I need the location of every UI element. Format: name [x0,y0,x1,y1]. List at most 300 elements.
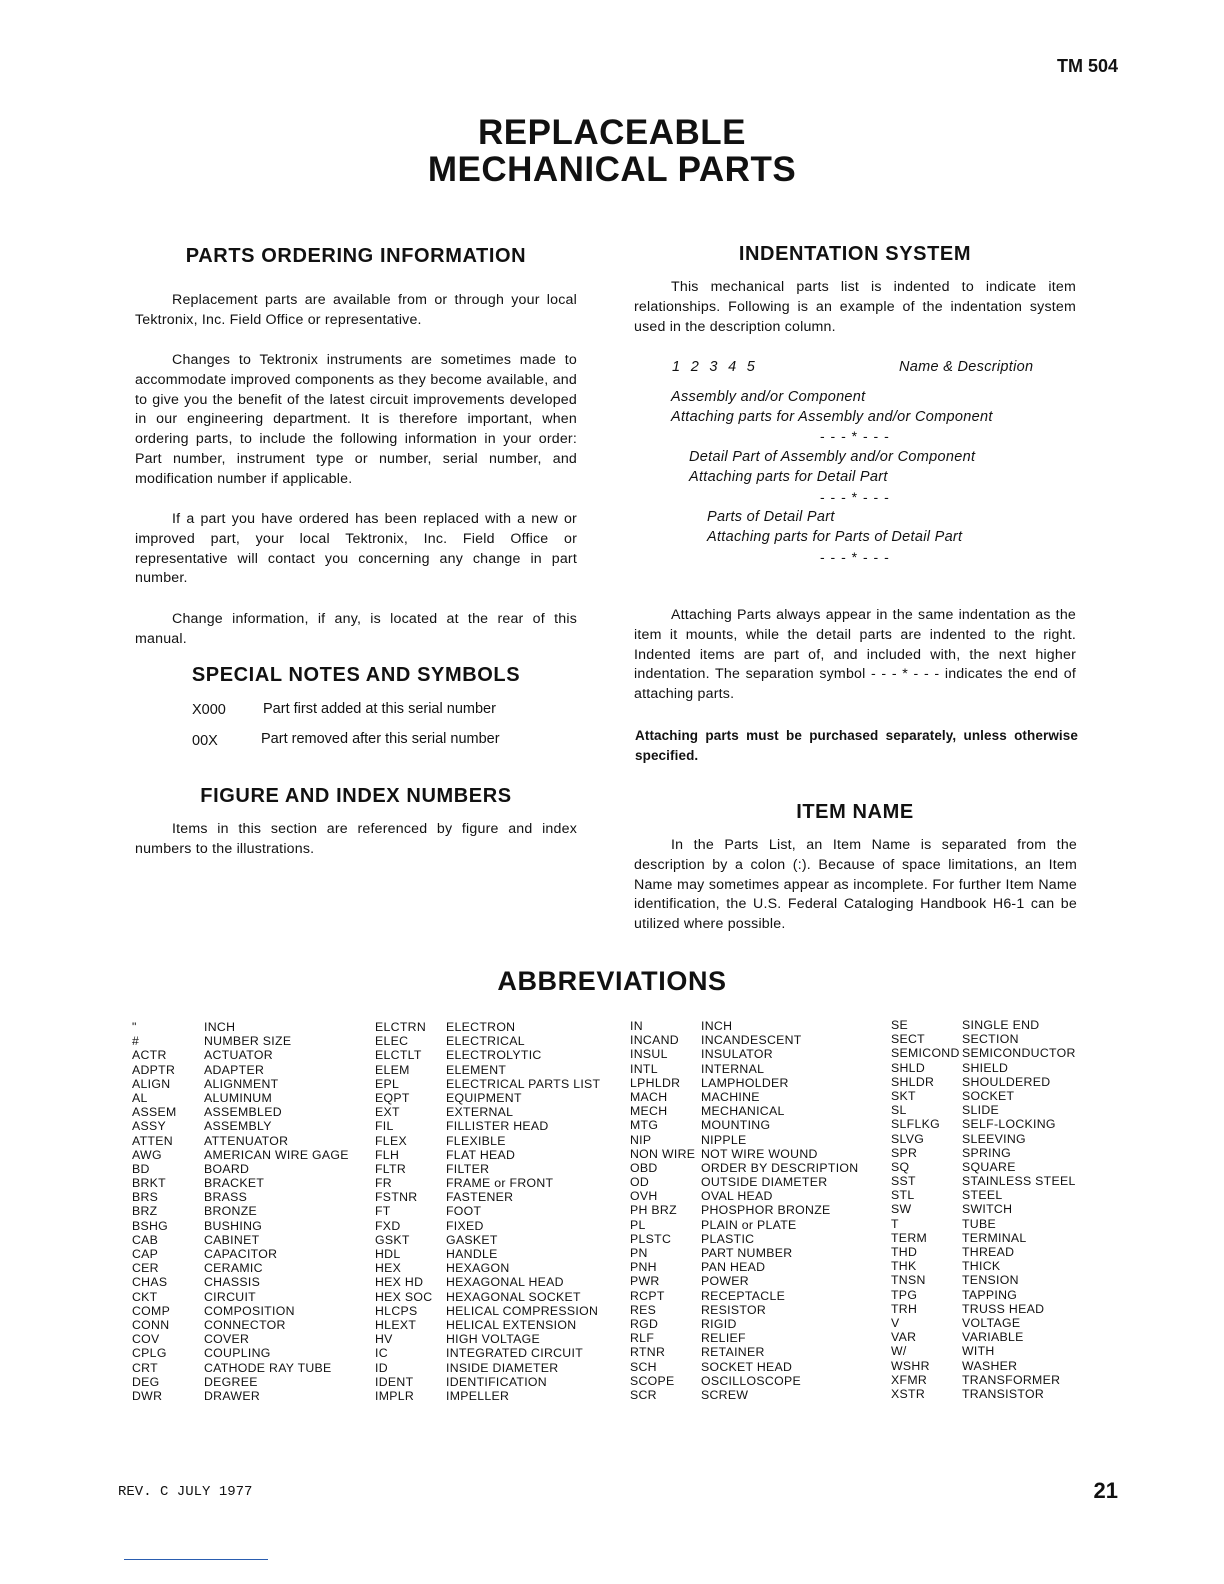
abbreviation-meaning: HEXAGONAL HEAD [446,1275,564,1290]
abbreviation-row [132,1361,349,1375]
abbreviation-meaning: CATHODE RAY TUBE [204,1360,332,1375]
abbreviation-row [132,1247,349,1261]
abbreviation-row [375,1304,600,1318]
abbreviation-row [630,1203,858,1217]
abbreviation-meaning: SHOULDERED [962,1074,1051,1089]
abbreviation-row [132,1275,349,1289]
abbreviation-row [132,1346,349,1360]
abbreviation-row [891,1188,1076,1202]
abbreviation-row [891,1132,1076,1146]
indentation-paragraph-2: Attaching Parts always appear in the same indentation as the item it mounts, while the detail parts are indented to the right. Indented items are part of, and included with, the next higher indentation. The separation symbol - - - * - - - indicates the end of attaching parts. [634,607,1076,703]
abbreviation-row [375,1247,600,1261]
abbreviation-code: PL [630,1217,646,1232]
abbreviation-code: SE [891,1018,909,1032]
abbreviation-row [132,1261,349,1275]
abbreviation-code: SL [891,1103,907,1118]
abbreviation-meaning: ELECTRICAL [446,1034,525,1049]
abbreviation-code: ELCTLT [375,1048,422,1063]
abbreviation-row [630,1104,858,1118]
abbreviation-code: COMP [132,1303,171,1318]
abbreviation-code: TPG [891,1287,918,1302]
indent-example-level-1: Assembly and/or Component [671,389,866,405]
abbreviation-meaning: FILLISTER HEAD [446,1119,549,1134]
abbreviation-meaning: TAPPING [962,1287,1018,1302]
page-title-line-1: REPLACEABLE [477,113,747,152]
abbreviation-row [630,1388,858,1402]
abbreviation-row [132,1318,349,1332]
abbreviation-code: INSUL [630,1047,668,1062]
abbreviation-meaning: FRAME or FRONT [446,1176,554,1191]
abbreviation-meaning: NOT WIRE WOUND [701,1146,818,1161]
abbreviation-row [630,1360,858,1374]
abbreviation-row [132,1020,349,1034]
abbreviation-code: ADPTR [132,1062,176,1077]
page-number: 21 [1093,1478,1118,1503]
abbreviation-code: THK [891,1259,917,1274]
abbreviation-code: BRKT [132,1176,166,1191]
abbreviation-row [375,1148,600,1162]
abbreviation-meaning: RECEPTACLE [701,1288,786,1303]
abbreviation-meaning: BRONZE [204,1204,258,1219]
abbreviation-meaning: SELF-LOCKING [962,1117,1056,1132]
abbreviation-meaning: INCH [701,1019,733,1033]
abbreviation-meaning: BUSHING [204,1218,263,1233]
abbreviation-code: THD [891,1245,918,1259]
abbreviation-meaning: COVER [204,1332,250,1347]
abbreviation-row [132,1162,349,1176]
abbreviation-code: # [132,1034,140,1049]
abbreviation-code: HLEXT [375,1317,417,1332]
abbreviation-meaning: ADAPTER [204,1062,265,1077]
abbreviation-code: FLH [375,1147,400,1162]
abbreviation-meaning: SQUARE [962,1159,1016,1174]
symbol-code: X000 [192,702,226,718]
abbreviation-row [630,1260,858,1274]
abbreviation-code: SLVG [891,1131,925,1146]
abbreviation-code: NON WIRE [630,1146,696,1161]
abbreviation-code: SCOPE [630,1373,675,1388]
abbreviation-row [630,1161,858,1175]
abbreviation-row [891,1018,1076,1032]
abbreviation-meaning: OUTSIDE DIAMETER [701,1175,828,1190]
abbreviation-code: ACTR [132,1048,167,1063]
abbreviation-meaning: TUBE [962,1216,996,1231]
abbreviation-column-2 [375,1020,600,1403]
abbreviation-code: RGD [630,1316,659,1331]
abbreviation-code: INCAND [630,1033,679,1048]
abbreviation-code: BRS [132,1190,159,1205]
abbreviation-meaning: FLAT HEAD [446,1147,516,1162]
abbreviation-code: CRT [132,1360,158,1375]
abbreviation-meaning: PLAIN or PLATE [701,1217,797,1232]
abbreviation-code: MECH [630,1104,668,1119]
abbreviation-meaning: PAN HEAD [701,1260,766,1275]
abbreviation-row [375,1219,600,1233]
abbreviation-meaning: HELICAL EXTENSION [446,1317,577,1332]
abbreviation-column-4 [891,1018,1076,1401]
abbreviation-row [375,1105,600,1119]
abbreviation-meaning: ELECTROLYTIC [446,1048,542,1063]
ordering-paragraph-2: Changes to Tektronix instruments are sometimes made to accommodate improved components as they become available, and to give you the benefit of the latest circuit improvements developed in our engineering department. It is therefore important, when ordering parts, to include the following information in your order: Part number, instrument type or number, serial number, and modification number if applicable. [135,352,577,487]
abbreviation-code: PN [630,1246,648,1260]
abbreviation-code: DEG [132,1374,160,1389]
abbreviation-row [132,1148,349,1162]
abbreviation-code: CER [132,1261,159,1276]
abbreviation-code: MTG [630,1118,659,1133]
abbreviation-row [375,1034,600,1048]
abbreviation-meaning: HEXAGONAL SOCKET [446,1289,581,1304]
ordering-paragraph-4: Change information, if any, is located at the rear of this manual. [135,611,577,647]
abbreviation-meaning: CABINET [204,1232,260,1247]
abbreviation-code: LPHLDR [630,1075,681,1090]
abbreviation-row [891,1032,1076,1046]
abbreviation-row [891,1160,1076,1174]
abbreviation-row [891,1330,1076,1344]
abbreviation-meaning: SLIDE [962,1103,1000,1118]
abbreviation-meaning: ACTUATOR [204,1048,273,1063]
abbreviation-meaning: RELIEF [701,1331,746,1346]
abbreviation-row [375,1020,600,1034]
abbreviation-meaning: HELICAL COMPRESSION [446,1303,599,1318]
abbreviation-meaning: WASHER [962,1358,1018,1373]
abbreviation-code: SEMICOND [891,1046,960,1061]
abbreviation-meaning: DEGREE [204,1374,258,1389]
abbreviation-row [630,1019,858,1033]
abbreviation-row [375,1233,600,1247]
model-number: TM 504 [1056,56,1118,76]
abbreviation-meaning: SOCKET [962,1088,1015,1103]
abbreviation-meaning: HANDLE [446,1247,498,1261]
abbreviation-meaning: SWITCH [962,1202,1013,1217]
abbreviation-meaning: SEMICONDUCTOR [962,1046,1076,1061]
abbreviation-row [132,1204,349,1218]
abbreviation-row [630,1218,858,1232]
abbreviation-column-1 [132,1020,349,1403]
attaching-parts-note: Attaching parts must be purchased separately, unless otherwise specified. [635,728,1078,763]
abbreviation-row [891,1259,1076,1273]
abbreviation-row [891,1302,1076,1316]
abbreviation-meaning: IDENTIFICATION [446,1374,547,1389]
abbreviation-meaning: SINGLE END [962,1018,1040,1032]
abbreviation-code: SPR [891,1145,918,1160]
abbreviation-row [132,1304,349,1318]
abbreviation-code: RCPT [630,1288,665,1303]
abbreviation-code: FT [375,1204,391,1219]
abbreviation-meaning: MACHINE [701,1089,760,1104]
abbreviation-meaning: ELECTRICAL PARTS LIST [446,1076,601,1091]
abbreviation-code: RTNR [630,1345,666,1360]
abbreviation-code: WSHR [891,1358,930,1373]
abbreviation-code: CPLG [132,1346,167,1361]
symbol-description: Part first added at this serial number [263,701,496,717]
abbreviation-code: SHLDR [891,1074,935,1089]
abbreviation-code: MACH [630,1089,668,1104]
abbreviation-code: SHLD [891,1060,926,1075]
abbreviation-row [891,1046,1076,1060]
abbreviation-code: OVH [630,1189,658,1204]
abbreviation-meaning: EQUIPMENT [446,1090,522,1105]
abbreviation-code: HDL [375,1247,401,1261]
abbreviation-meaning: INCH [204,1020,236,1034]
abbreviation-meaning: BOARD [204,1161,250,1176]
abbreviation-row [375,1332,600,1346]
abbreviation-meaning: DRAWER [204,1388,260,1403]
abbreviation-meaning: IMPELLER [446,1388,510,1403]
abbreviation-code: XFMR [891,1372,928,1387]
abbreviation-meaning: SCREW [701,1387,749,1402]
abbreviation-code: EXT [375,1105,400,1120]
abbreviation-row [132,1063,349,1077]
abbreviation-meaning: TRANSFORMER [962,1372,1061,1387]
abbreviation-meaning: HIGH VOLTAGE [446,1332,541,1347]
abbreviation-code: SLFLKG [891,1117,940,1132]
abbreviation-row [630,1062,858,1076]
abbreviation-row [375,1346,600,1360]
revision-date: REV. C JULY 1977 [118,1484,253,1500]
abbreviation-code: ELEM [375,1062,410,1077]
abbreviation-meaning: ALUMINUM [204,1090,272,1105]
abbreviation-code: XSTR [891,1386,925,1401]
abbreviation-meaning: TRUSS HEAD [962,1301,1045,1316]
abbreviation-row [132,1389,349,1403]
abbreviation-meaning: ASSEMBLY [204,1119,272,1134]
abbreviation-row [630,1317,858,1331]
abbreviation-row [132,1119,349,1133]
abbreviation-row [630,1289,858,1303]
abbreviation-meaning: ELECTRON [446,1020,516,1034]
abbreviation-code: SQ [891,1159,910,1174]
abbreviation-row [891,1359,1076,1373]
abbreviation-code: PLSTC [630,1231,672,1246]
abbreviation-row [630,1047,858,1061]
abbreviation-row [630,1274,858,1288]
abbreviation-code: TRH [891,1301,918,1316]
abbreviation-code: PH BRZ [630,1203,677,1218]
abbreviation-code: ELEC [375,1034,409,1049]
indent-example-level-3-attaching: Attaching parts for Parts of Detail Part [707,529,963,545]
abbreviation-row [630,1374,858,1388]
abbreviation-code: HEX SOC [375,1289,433,1304]
abbreviation-row [891,1089,1076,1103]
abbreviation-row [375,1361,600,1375]
abbreviation-row [630,1033,858,1047]
abbreviation-meaning: RESISTOR [701,1302,767,1317]
abbreviation-code: NIP [630,1132,652,1147]
abbreviation-code: HEX HD [375,1275,424,1290]
abbreviation-row [375,1176,600,1190]
abbreviation-meaning: SOCKET HEAD [701,1359,793,1374]
abbreviation-meaning: HEXAGON [446,1261,510,1276]
abbreviation-code: T [891,1216,899,1231]
indent-levels: 1 2 3 4 5 [672,359,756,375]
abbreviation-code: IMPLR [375,1388,415,1403]
abbreviation-meaning: COUPLING [204,1346,271,1361]
abbreviation-meaning: EXTERNAL [446,1105,514,1120]
abbreviation-code: TNSN [891,1273,926,1288]
abbreviation-meaning: AMERICAN WIRE GAGE [204,1147,349,1162]
abbreviation-row [375,1318,600,1332]
abbreviation-code: FLEX [375,1133,407,1148]
abbreviation-row [630,1147,858,1161]
abbreviation-code: EQPT [375,1090,410,1105]
abbreviation-code: RLF [630,1331,655,1346]
abbreviation-row [630,1303,858,1317]
abbreviation-row [375,1119,600,1133]
abbreviation-row [630,1232,858,1246]
abbreviation-code: BD [132,1161,150,1176]
indent-example-level-1-attaching: Attaching parts for Assembly and/or Component [671,409,993,425]
abbreviation-code: VAR [891,1330,917,1345]
abbreviation-row [891,1217,1076,1231]
abbreviation-code: SCH [630,1359,657,1374]
abbreviation-meaning: ALIGNMENT [204,1076,279,1091]
abbreviation-meaning: NUMBER SIZE [204,1034,292,1049]
abbreviation-code: CHAS [132,1275,168,1290]
abbreviation-meaning: TENSION [962,1273,1019,1288]
abbreviation-meaning: RIGID [701,1316,737,1331]
abbreviation-row [630,1246,858,1260]
abbreviation-row [132,1332,349,1346]
abbreviation-meaning: THREAD [962,1245,1015,1259]
abbreviation-meaning: FLEXIBLE [446,1133,506,1148]
name-description-label: Name & Description [899,359,1034,375]
abbreviation-column-3 [630,1019,858,1402]
ordering-heading: PARTS ORDERING INFORMATION [185,245,527,267]
separation-symbol: - - - * - - - [820,489,890,505]
abbreviation-row [375,1063,600,1077]
abbreviation-code: HLCPS [375,1303,418,1318]
item-name-heading: ITEM NAME [796,801,914,823]
abbreviation-code: V [891,1315,900,1330]
page-title-line-2: MECHANICAL PARTS [427,150,797,189]
abbreviation-code: FSTNR [375,1190,418,1205]
abbreviation-meaning: RETAINER [701,1345,765,1360]
item-name-paragraph: In the Parts List, an Item Name is separated from the description by a colon (:). Because of space limitations, an Item Name may sometimes appear as incomplete. For further Item Name identification, the U.S. Federal Cataloging Handbook H6-1 can be utilized where possible. [634,837,1077,933]
abbreviation-code: PNH [630,1260,657,1275]
abbreviation-code: INTL [630,1061,658,1076]
abbreviation-code: SW [891,1202,912,1217]
abbreviation-code: ELCTRN [375,1020,426,1034]
abbreviation-row [132,1176,349,1190]
abbreviation-row [891,1103,1076,1117]
abbreviation-meaning: INSIDE DIAMETER [446,1360,559,1375]
abbreviation-row [132,1219,349,1233]
abbreviation-meaning: OVAL HEAD [701,1189,773,1204]
abbreviation-row [132,1375,349,1389]
abbreviation-code: FIL [375,1119,394,1134]
abbreviation-meaning: BRACKET [204,1176,265,1191]
page-title [0,114,1224,188]
ordering-paragraph-3: If a part you have ordered has been replaced with a new or improved part, your local Tektronix, Inc. Field Office or representative will contact you concerning any change in part number. [135,511,577,587]
footer-divider [124,1559,268,1560]
indent-example-level-2-attaching: Attaching parts for Detail Part [689,469,888,485]
abbreviation-meaning: MOUNTING [701,1118,771,1133]
abbreviation-row [132,1290,349,1304]
abbreviation-meaning: OSCILLOSCOPE [701,1373,801,1388]
abbreviation-row [132,1091,349,1105]
abbreviation-row [132,1134,349,1148]
abbreviation-row [375,1389,600,1403]
abbreviation-row [375,1077,600,1091]
abbreviation-code: ALIGN [132,1076,171,1091]
abbreviation-code: GSKT [375,1232,410,1247]
abbreviation-row [132,1233,349,1247]
abbreviation-code: FXD [375,1218,401,1233]
separation-symbol: - - - * - - - [820,428,890,444]
abbreviation-row [375,1290,600,1304]
abbreviation-code: RES [630,1302,657,1317]
figure-index-paragraph: Items in this section are referenced by figure and index numbers to the illustrations. [135,821,577,857]
abbreviation-code: CKT [132,1289,158,1304]
abbreviation-meaning: GASKET [446,1232,498,1247]
abbreviation-meaning: CONNECTOR [204,1317,286,1332]
abbreviation-meaning: COMPOSITION [204,1303,295,1318]
abbreviation-meaning: TRANSISTOR [962,1386,1045,1401]
abbreviation-code: AWG [132,1147,162,1162]
abbreviation-row [891,1075,1076,1089]
abbreviation-row [891,1174,1076,1188]
abbreviation-meaning: ORDER BY DESCRIPTION [701,1160,859,1175]
symbol-description: Part removed after this serial number [261,731,500,747]
abbreviation-code: FLTR [375,1161,407,1176]
abbreviation-row [375,1091,600,1105]
abbreviation-row [375,1190,600,1204]
indentation-paragraph-1: This mechanical parts list is indented to indicate item relationships. Following is an example of the indentation system used in the description column. [634,279,1076,335]
abbreviation-code: TERM [891,1230,928,1245]
abbreviation-meaning: FOOT [446,1204,482,1219]
abbreviation-meaning: CIRCUIT [204,1289,256,1304]
abbreviation-code: SCR [630,1387,657,1402]
abbreviation-row [891,1061,1076,1075]
abbreviation-meaning: INTERNAL [701,1061,765,1076]
abbreviation-meaning: STEEL [962,1188,1003,1203]
abbreviation-meaning: PHOSPHOR BRONZE [701,1203,831,1218]
abbreviation-row [132,1190,349,1204]
abbreviation-row [891,1373,1076,1387]
abbreviation-row [630,1133,858,1147]
abbreviation-meaning: VARIABLE [962,1330,1024,1345]
abbreviation-code: BSHG [132,1218,169,1233]
abbreviation-row [375,1261,600,1275]
abbreviation-meaning: BRASS [204,1190,248,1205]
abbreviation-row [891,1288,1076,1302]
abbreviation-code: ID [375,1360,388,1375]
abbreviation-meaning: SECTION [962,1032,1019,1047]
abbreviation-code: COV [132,1332,160,1347]
abbreviation-meaning: ASSEMBLED [204,1105,282,1120]
abbreviation-meaning: PART NUMBER [701,1246,793,1260]
abbreviation-meaning: WITH [962,1344,995,1359]
abbreviation-code: " [132,1020,137,1034]
abbreviation-code: BRZ [132,1204,158,1219]
abbreviation-row [132,1048,349,1062]
abbreviation-code: CONN [132,1317,170,1332]
abbreviations-heading: ABBREVIATIONS [497,966,727,996]
abbreviation-meaning: FASTENER [446,1190,514,1205]
abbreviation-row [891,1202,1076,1216]
abbreviation-code: ASSY [132,1119,167,1134]
abbreviation-meaning: FIXED [446,1218,484,1233]
abbreviation-meaning: FILTER [446,1161,490,1176]
abbreviation-code: SECT [891,1032,925,1047]
abbreviation-code: EPL [375,1076,400,1091]
abbreviation-row [375,1375,600,1389]
abbreviation-meaning: INTEGRATED CIRCUIT [446,1346,584,1361]
abbreviation-meaning: INCANDESCENT [701,1033,802,1048]
abbreviation-row [375,1048,600,1062]
abbreviation-code: ATTEN [132,1133,173,1148]
abbreviation-meaning: CERAMIC [204,1261,263,1276]
